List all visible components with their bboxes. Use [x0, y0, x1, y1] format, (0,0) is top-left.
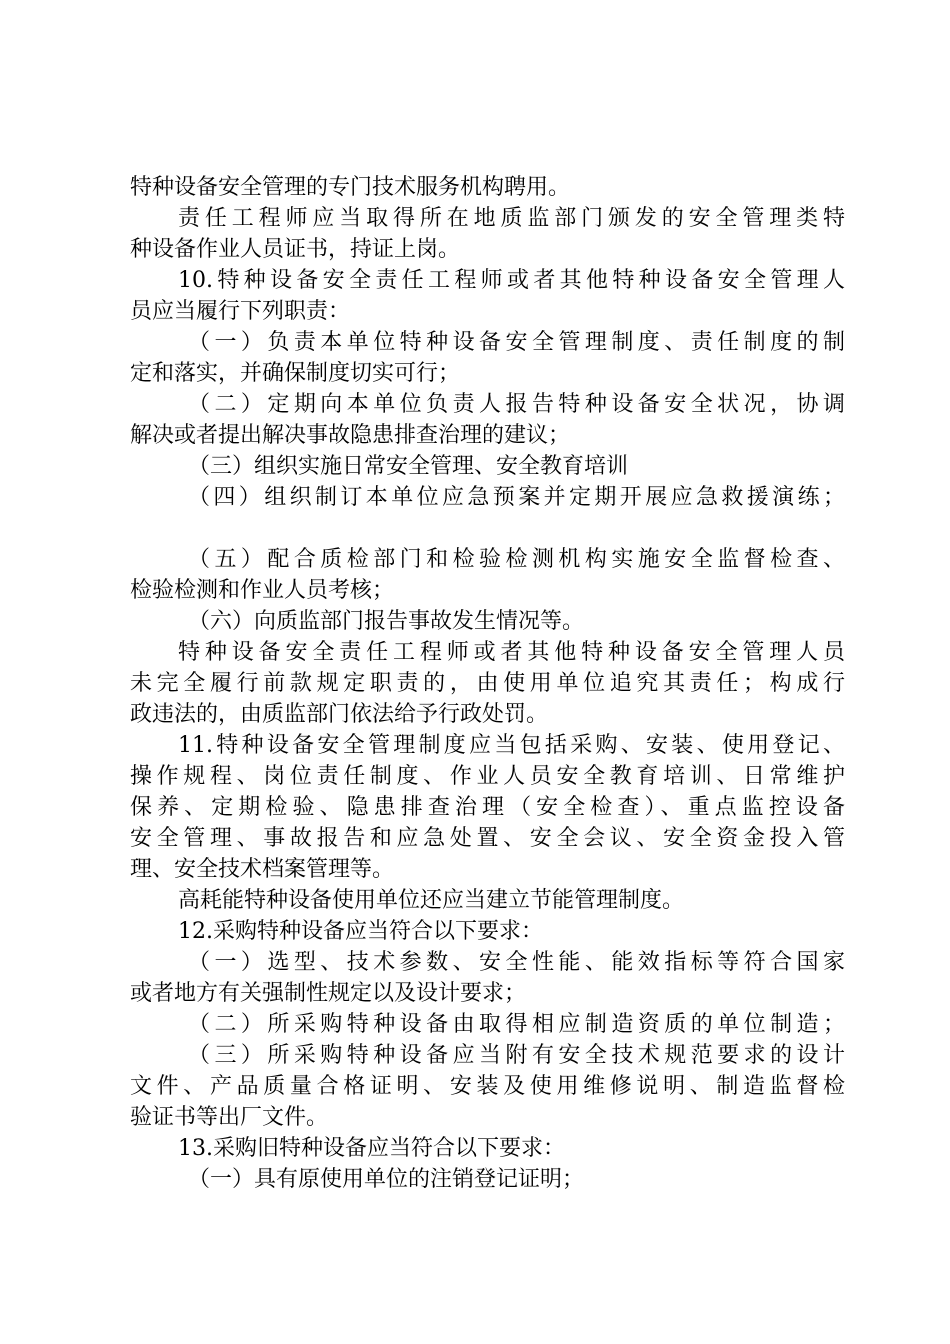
- text-line: （三）所采购特种设备应当附有安全技术规范要求的设计: [188, 1043, 845, 1068]
- text-line: 文件、产品质量合格证明、安装及使用维修说明、制造监督检: [130, 1074, 845, 1099]
- text-line: （二）所采购特种设备由取得相应制造资质的单位制造；: [188, 1012, 845, 1037]
- text-line: 政违法的，由质监部门依法给予行政处罚。: [130, 702, 549, 727]
- text-line: 定和落实，并确保制度切实可行；: [130, 361, 461, 386]
- text-line: 12.采购特种设备应当符合以下要求：: [178, 919, 543, 944]
- text-line: 13.采购旧特种设备应当符合以下要求：: [178, 1136, 565, 1161]
- text-line: （一）具有原使用单位的注销登记证明；: [188, 1167, 585, 1192]
- text-line: 高耗能特种设备使用单位还应当建立节能管理制度。: [178, 888, 685, 913]
- text-line: 10.特种设备安全责任工程师或者其他特种设备安全管理人: [178, 268, 845, 293]
- text-line: 员应当履行下列职责：: [130, 299, 351, 324]
- text-line: 11.特种设备安全管理制度应当包括采购、安装、使用登记、: [178, 733, 845, 758]
- text-line: 解决或者提出解决事故隐患排查治理的建议；: [130, 423, 571, 448]
- text-line: （一）选型、技术参数、安全性能、能效指标等符合国家: [188, 950, 845, 975]
- text-line: 验证书等出厂文件。: [130, 1105, 329, 1130]
- text-line: 理、安全技术档案管理等。: [130, 857, 395, 882]
- text-line: 未完全履行前款规定职责的，由使用单位追究其责任；构成行: [130, 671, 845, 696]
- text-line: 种设备作业人员证书，持证上岗。: [130, 237, 461, 262]
- text-line: 操作规程、岗位责任制度、作业人员安全教育培训、日常维护: [130, 764, 845, 789]
- text-line: （一）负责本单位特种设备安全管理制度、责任制度的制: [188, 330, 845, 355]
- text-line: （六）向质监部门报告事故发生情况等。: [188, 609, 585, 634]
- text-line: （四）组织制订本单位应急预案并定期开展应急救援演练；: [188, 485, 845, 510]
- text-line: 安全管理、事故报告和应急处置、安全会议、安全资金投入管: [130, 826, 845, 851]
- text-line: 或者地方有关强制性规定以及设计要求；: [130, 981, 527, 1006]
- text-line: （五）配合质检部门和检验检测机构实施安全监督检查、: [188, 547, 845, 572]
- blank-line: [130, 513, 845, 544]
- text-line: 保养、定期检验、隐患排查治理（安全检查）、重点监控设备: [130, 795, 845, 820]
- text-line: （三）组织实施日常安全管理、安全教育培训: [188, 454, 629, 479]
- text-line: 责任工程师应当取得所在地质监部门颁发的安全管理类特: [178, 206, 845, 231]
- text-line: 特种设备安全管理的专门技术服务机构聘用。: [130, 175, 571, 200]
- document-body: [130, 172, 845, 1195]
- text-line: 检验检测和作业人员考核；: [130, 578, 395, 603]
- text-line: 特种设备安全责任工程师或者其他特种设备安全管理人员: [178, 640, 845, 665]
- text-line: （二）定期向本单位负责人报告特种设备安全状况，协调: [188, 392, 845, 417]
